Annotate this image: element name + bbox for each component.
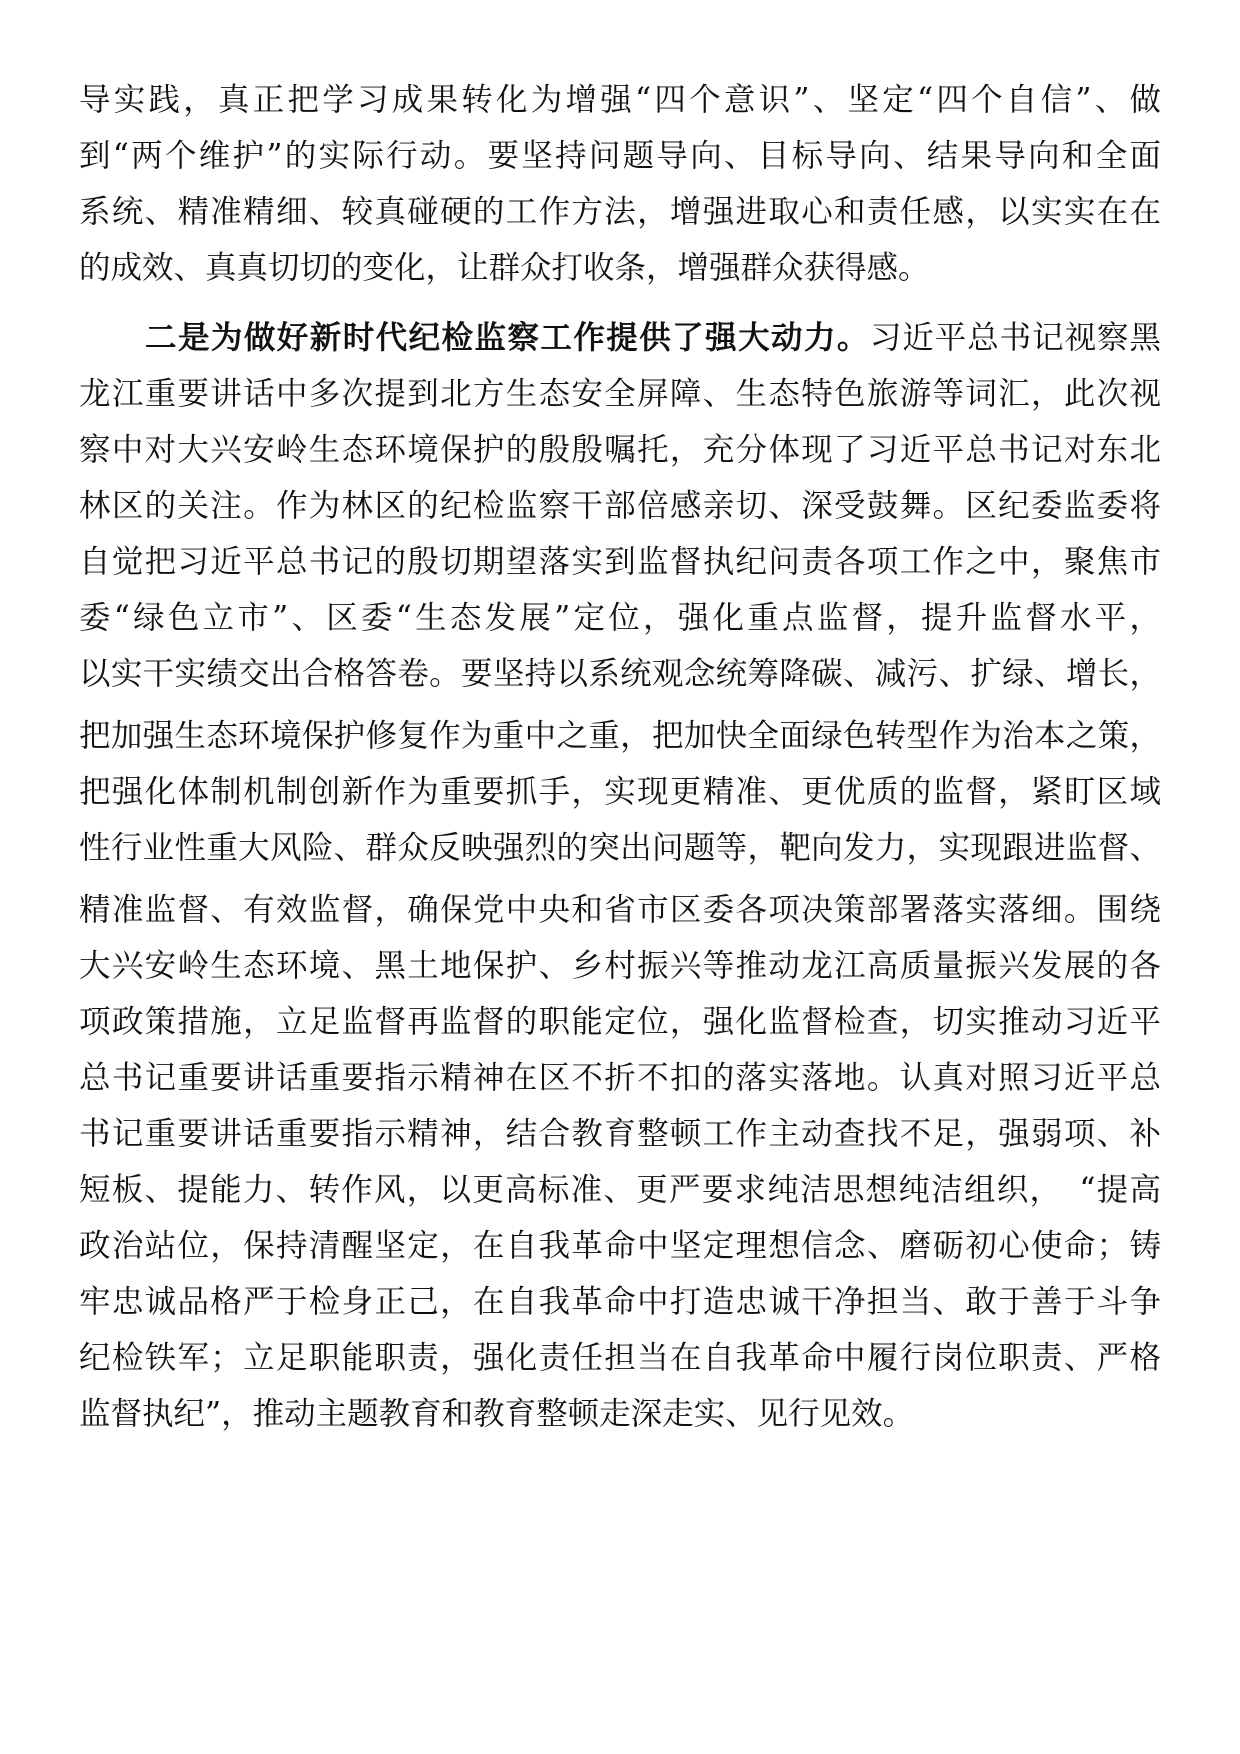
paragraph-2-line-11: 精准监督、有效监督，确保党中央和省市区委各项决策部署落实落细。围绕 <box>79 892 1161 928</box>
paragraph-2-line-19: 纪检铁军；立足职能职责，强化责任担当在自我革命中履行岗位职责、严格 <box>79 1340 1161 1376</box>
paragraph-2-heading: 二是为做好新时代纪检监察工作提供了强大动力。 <box>145 320 870 356</box>
paragraph-2-line-18: 牢忠诚品格严于检身正己，在自我革命中打造忠诚干净担当、敢于善于斗争 <box>79 1284 1161 1320</box>
paragraph-2-line-6: 委“绿色立市”、区委“生态发展”定位，强化重点监督，提升监督水平， <box>79 600 1161 636</box>
paragraph-1-line-2: 到“两个维护”的实际行动。要坚持问题导向、目标导向、结果导向和全面 <box>79 138 1161 174</box>
paragraph-2-first-line-text: 习近平总书记视察黑 <box>869 320 1161 356</box>
paragraph-2-line-7: 以实干实绩交出合格答卷。要坚持以系统观念统筹降碳、减污、扩绿、增长， <box>79 656 1161 692</box>
paragraph-2-line-8: 把加强生态环境保护修复作为重中之重，把加快全面绿色转型作为治本之策， <box>79 718 1161 754</box>
paragraph-2-line-17: 政治站位，保持清醒坚定，在自我革命中坚定理想信念、磨砺初心使命；铸 <box>79 1228 1161 1264</box>
paragraph-2-line-14: 总书记重要讲话重要指示精神在区不折不扣的落实落地。认真对照习近平总 <box>79 1060 1161 1096</box>
paragraph-2-line-4: 林区的关注。作为林区的纪检监察干部倍感亲切、深受鼓舞。区纪委监委将 <box>79 488 1161 524</box>
paragraph-2-line-3: 察中对大兴安岭生态环境保护的殷殷嘱托，充分体现了习近平总书记对东北 <box>79 432 1161 468</box>
paragraph-2-line-10: 性行业性重大风险、群众反映强烈的突出问题等，靶向发力，实现跟进监督、 <box>79 830 1161 866</box>
paragraph-2-line-15: 书记重要讲话重要指示精神，结合教育整顿工作主动查找不足，强弱项、补 <box>79 1116 1161 1152</box>
paragraph-2-line-20: 监督执纪”，推动主题教育和教育整顿走深走实、见行见效。 <box>79 1396 915 1432</box>
paragraph-2-line-5: 自觉把习近平总书记的殷切期望落实到监督执纪问责各项工作之中，聚焦市 <box>79 544 1161 580</box>
paragraph-2-line-1 <box>145 310 1161 366</box>
paragraph-2-line-12: 大兴安岭生态环境、黑土地保护、乡村振兴等推动龙江高质量振兴发展的各 <box>79 948 1161 984</box>
paragraph-2-line-9: 把强化体制机制创新作为重要抓手，实现更精准、更优质的监督，紧盯区域 <box>79 774 1161 810</box>
paragraph-1-line-3: 系统、精准精细、较真碰硬的工作方法，增强进取心和责任感，以实实在在 <box>79 194 1161 230</box>
paragraph-2-line-13: 项政策措施，立足监督再监督的职能定位，强化监督检查，切实推动习近平 <box>79 1004 1161 1040</box>
paragraph-1-line-4: 的成效、真真切切的变化，让群众打收条，增强群众获得感。 <box>79 250 930 286</box>
paragraph-1-line-1: 导实践，真正把学习成果转化为增强“四个意识”、坚定“四个自信”、做 <box>79 82 1161 118</box>
paragraph-2-line-16: 短板、提能力、转作风，以更高标准、更严要求纯洁思想纯洁组织， “提高 <box>79 1172 1161 1208</box>
paragraph-2-line-2: 龙江重要讲话中多次提到北方生态安全屏障、生态特色旅游等词汇，此次视 <box>79 376 1161 412</box>
